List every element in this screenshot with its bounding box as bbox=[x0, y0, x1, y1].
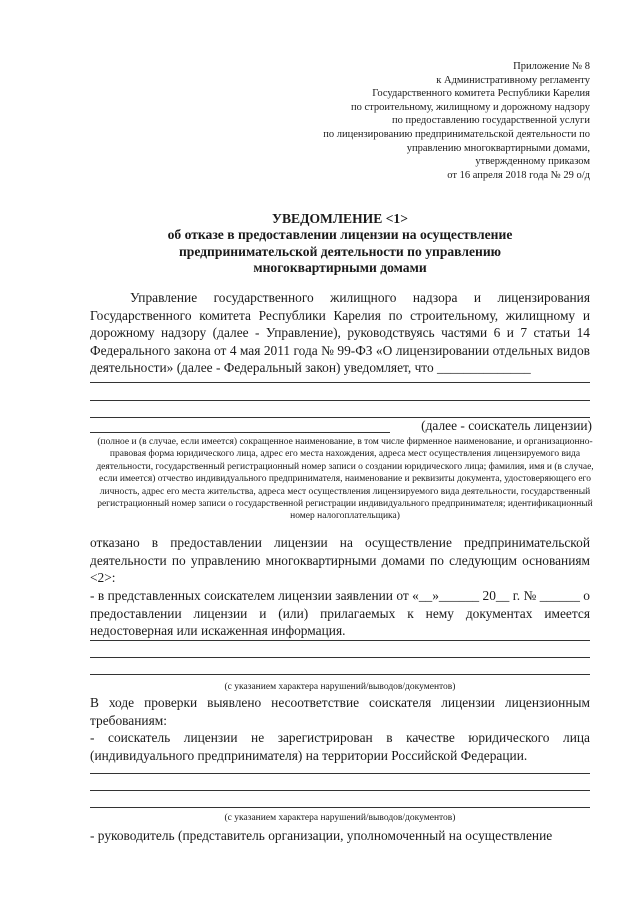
appendix-line: к Административному регламенту bbox=[436, 74, 590, 86]
fill-line bbox=[90, 790, 590, 791]
title-line: УВЕДОМЛЕНИЕ <1> bbox=[272, 211, 408, 226]
fill-line bbox=[90, 773, 590, 774]
applicant-suffix: (далее - соискатель лицензии) bbox=[421, 418, 592, 433]
applicant-fill-line bbox=[90, 432, 390, 433]
appendix-line: по строительному, жилищному и дорожному надзору bbox=[350, 101, 590, 113]
title-line: предпринимательской деятельности по управлению bbox=[178, 243, 502, 259]
refusal-paragraph: отказано в предоставлении лицензии на осуществление предпринимательской деятельности по управлению многоквартирными домами по следующим основаниям <2>: bbox=[90, 535, 590, 586]
appendix-line: утвержденному приказом bbox=[475, 156, 590, 168]
caption-violations: (с указанием характера нарушений/выводов/документов) bbox=[224, 813, 456, 823]
appendix-line: Государственного комитета Республики Карелия bbox=[372, 88, 590, 100]
appendix-line: по предоставлению государственной услуги bbox=[392, 115, 590, 127]
appendix-line: от 16 апреля 2018 года № 29 о/д bbox=[447, 169, 590, 181]
title-line: многоквартирными домами bbox=[253, 260, 427, 276]
appendix-line: управлению многоквартирными домами, bbox=[406, 142, 590, 154]
appendix-line: Приложение № 8 bbox=[513, 61, 590, 72]
caption-violations: (с указанием характера нарушений/выводов/документов) bbox=[224, 682, 456, 692]
title-line: об отказе в предоставлении лицензии на осуществление bbox=[167, 227, 513, 243]
applicant-note: (полное и (в случае, если имеется) сокращенное наименование, в том числе фирменное наименование, и организационно-правовая форма юридического лица, адрес его места нахождения, адреса мест осуществления лицензируемого вида деятельности, государственный регистрационный номер записи о создании юридического лица; фамилия, имя и (в случае, если имеется) отчество индивидуального предпринимателя, наименование и реквизиты документа, удостоверяющего его личность, адрес его места жительства, адреса мест осуществления лицензируемого вида деятельности, государственный регистрационный номер записи о государственной регистрации индивидуального предпринимателя; идентификационный номер налогоплательщика) bbox=[96, 437, 594, 522]
fill-line bbox=[90, 657, 590, 658]
refusal-item-3: - руководитель (представитель организации, уполномоченный на осуществление bbox=[90, 828, 553, 843]
refusal-item-2: - соискатель лицензии не зарегистрирован в качестве юридического лица (индивидуального предпринимателя) на территории Российской Федерации. bbox=[90, 730, 590, 763]
refusal-item-1: - в представленных соискателем лицензии заявлении от «__»______ 20__ г. № ______ о предоставлении лицензии и (или) прилагаемых к нему документах имеется недостоверная или искаженная информация. bbox=[90, 588, 590, 639]
fill-line bbox=[90, 807, 590, 808]
intro-paragraph: Управление государственного жилищного надзора и лицензирования Государственного комитета Республики Карелия по строительному, жилищному и дорожному надзору (далее - Управление), руководствуясь частями 6 и 7 статьи 14 Федерального закона от 4 мая 2011 года № 99-ФЗ «О лицензировании отдельных видов деятельности» (далее - Федеральный закон) уведомляет, что ______________ bbox=[90, 290, 590, 376]
fill-line bbox=[90, 640, 590, 641]
fill-line bbox=[90, 674, 590, 675]
fill-line bbox=[90, 382, 590, 383]
fill-line bbox=[90, 400, 590, 401]
appendix-header bbox=[270, 60, 590, 182]
appendix-line: по лицензированию предпринимательской деятельности по bbox=[323, 128, 590, 140]
document-title bbox=[90, 211, 590, 277]
check-paragraph: В ходе проверки выявлено несоответствие соискателя лицензии лицензионным требованиям: bbox=[90, 695, 590, 728]
